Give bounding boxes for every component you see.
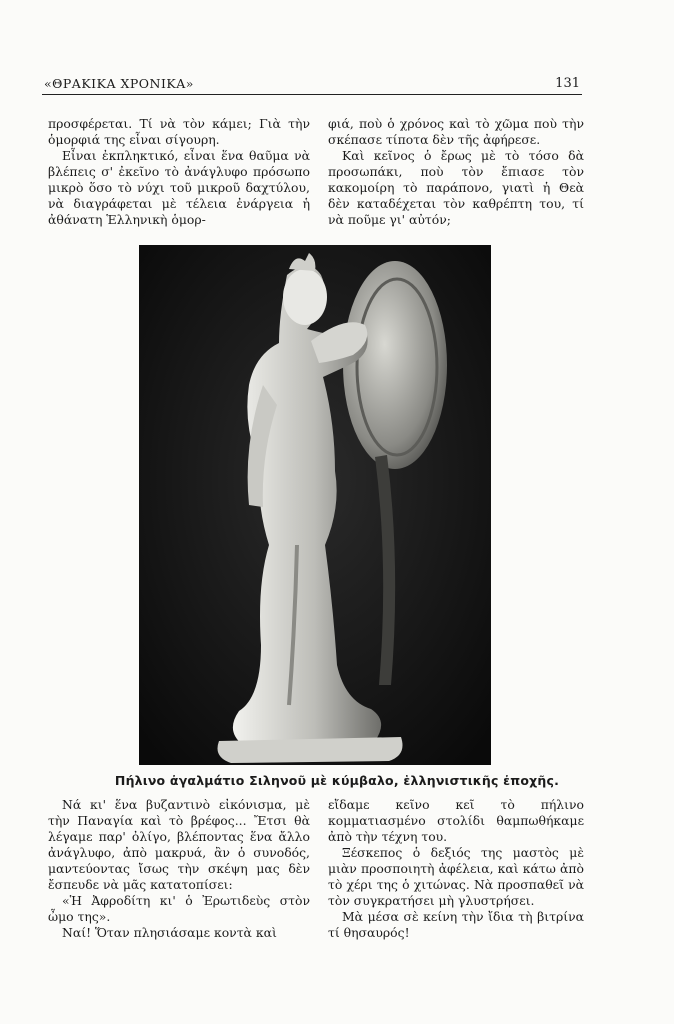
statuette-photograph [139, 245, 491, 765]
text-column-top-right [328, 116, 584, 228]
paragraph: εἴδαμε κεῖνο κεῖ τὸ πήλινο κομματιασμένο στολίδι θαμπωθήκαμε ἀπὸ τὴν τέχνη του. [328, 797, 584, 844]
figure-caption: Πήλινο ἀγαλμάτιο Σιληνοῦ μὲ κύμβαλο, ἑλληνιστικῆς ἐποχῆς. [114, 773, 560, 788]
running-header [42, 74, 582, 95]
text-column-top-left [48, 116, 310, 228]
paragraph: Μὰ μέσα σὲ κείνη τὴν ἴδια τὴ βιτρίνα τί θησαυρός! [328, 909, 584, 940]
paragraph: Ξέσκεπος ὁ δεξιός της μαστὸς μὲ μιὰν προσποιητὴ ἀφέλεια, καὶ κάτω ἀπὸ τὸ χέρι της ὁ χιτώνας. Νὰ προσπαθεῖ νὰ τὸν συγκρατήσει μὴ γλυστρήσει. [328, 845, 584, 908]
paragraph: Καὶ κεῖνος ὁ ἔρως μὲ τὸ τόσο δὰ προσωπάκι, ποὺ τὸν ἔπιασε τὸν κακομοίρη τὸ παράπονο, γιατὶ ἡ Θεὰ δὲν καταδέχεται τὸν καθρέπτη του, τί νὰ ποῦμε γι' αὐτόν; [328, 148, 584, 227]
paragraph: Εἶναι ἐκπληκτικό, εἶναι ἕνα θαῦμα νὰ βλέπεις σ' ἐκεῖνο τὸ ἀνάγλυφο πρόσωπο μικρὸ ὅσο τὸ νύχι τοῦ μικροῦ δαχτύλου, νὰ διαγράφεται μὲ τέλεια ἐνάργεια ἡ ἀθάνατη Ἑλληνικὴ ὁμορ- [48, 148, 310, 227]
running-title: «ΘΡΑΚΙΚΑ ΧΡΟΝΙΚΑ» [44, 76, 194, 91]
paragraph: φιά, ποὺ ὁ χρόνος καὶ τὸ χῶμα ποὺ τὴν σκέπασε τίποτα δὲν τῆς ἀφήρεσε. [328, 116, 584, 147]
page-number: 131 [555, 76, 580, 91]
text-column-bottom-right [328, 797, 584, 941]
paragraph: προσφέρεται. Τί νὰ τὸν κάμει; Γιὰ τὴν ὁμορφιά της εἶναι σίγουρη. [48, 116, 310, 147]
paragraph: «Ἡ Ἀφροδίτη κι' ὁ Ἐρωτιδεὺς στὸν ὦμο της». [48, 893, 310, 924]
paragraph: Ναί! Ὅταν πλησιάσαμε κοντὰ καὶ [62, 925, 277, 940]
statuette-image [139, 245, 491, 765]
text-column-bottom-left [48, 797, 310, 941]
paragraph: Νά κι' ἕνα βυζαντινὸ εἰκόνισμα, μὲ τὴν Παναγία καὶ τὸ βρέφος... Ἔτσι θὰ λέγαμε παρ' ὀλίγο, βλέποντας ἕνα ἄλλο ἀνάγλυφο, ἀπὸ μακρυά, ἂν ὁ συνοδός, μαντεύοντας ἴσως τὴν σκέψη μας δὲν ἔσπευδε νὰ μᾶς κατατοπίσει: [48, 797, 310, 892]
